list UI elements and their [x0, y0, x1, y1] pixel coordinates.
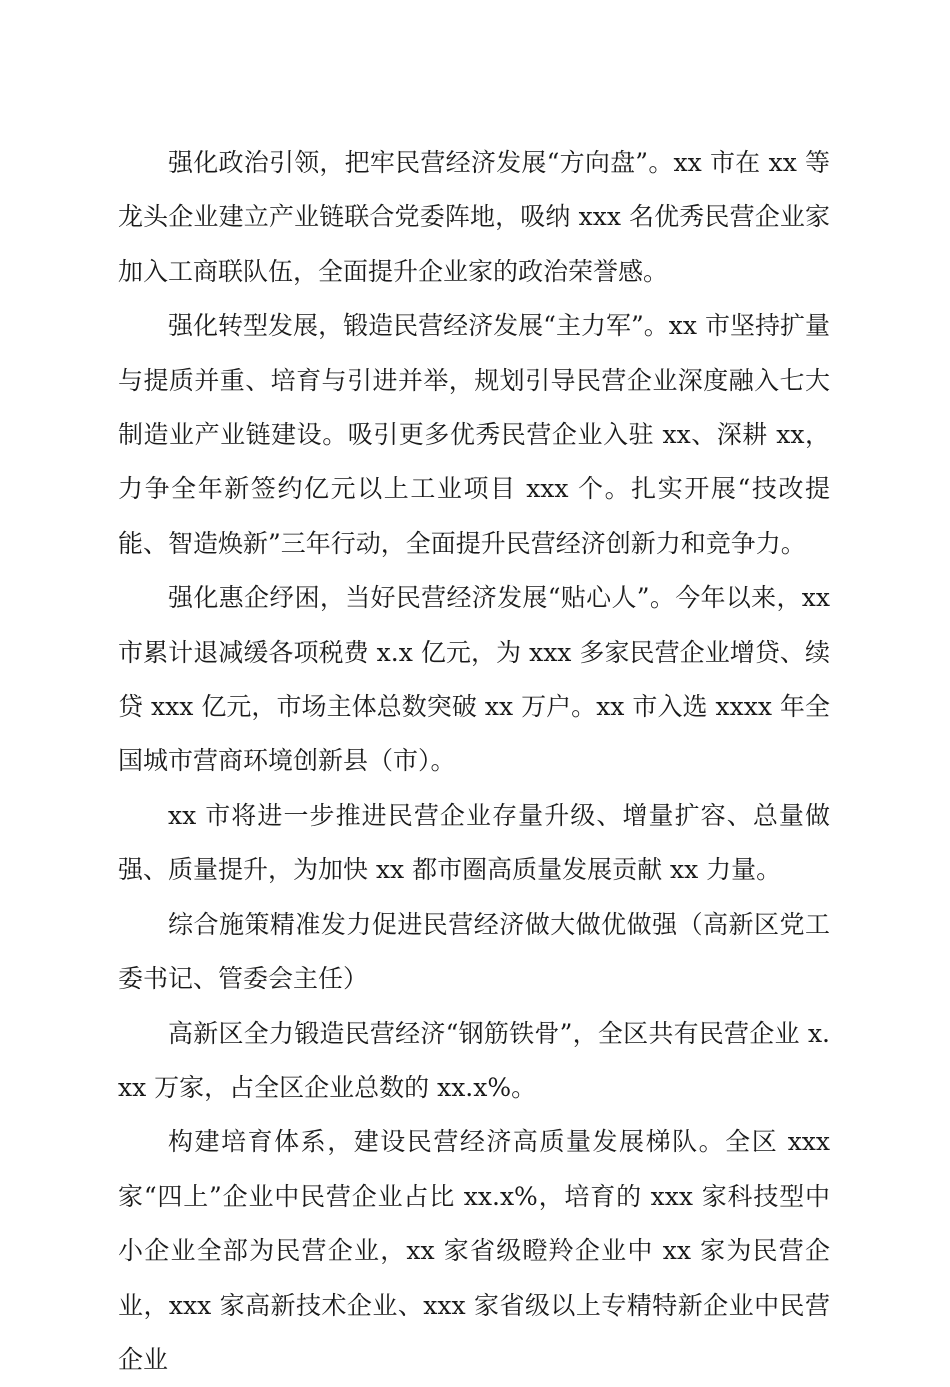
document-body: [118, 136, 830, 1387]
paragraph-high-tech-zone-overview: 高新区全力锻造民营经济“钢筋铁骨”，全区共有民营企业 x.xx 万家，占全区企业总数的 xx.x%。: [118, 1018, 830, 1102]
paragraph-enterprise-relief: 强化惠企纾困，当好民营经济发展“贴心人”。今年以来，xx 市累计退减缓各项税费 x.x 亿元，为 xxx 多家民营企业增贷、续贷 xxx 亿元，市场主体总数突破 xx 万户。xx 市入选 xxxx 年全国城市营商环境创新县（市）。: [118, 583, 830, 776]
paragraph-political-leadership: 强化政治引领，把牢民营经济发展“方向盘”。xx 市在 xx 等龙头企业建立产业链联合党委阵地，吸纳 xxx 名优秀民营企业家加入工商联队伍，全面提升企业家的政治荣誉感。: [118, 148, 830, 286]
section-heading-high-tech-zone: 综合施策精准发力促进民营经济做大做优做强（高新区党工委书记、管委会主任）: [118, 909, 830, 994]
paragraph-transformation-development: 强化转型发展，锻造民营经济发展“主力军”。xx 市坚持扩量与提质并重、培育与引进并举，规划引导民营企业深度融入七大制造业产业链建设。吸引更多优秀民营企业入驻 xx、深耕 xx，力争全年新签约亿元以上工业项目 xxx 个。扎实开展“技改提能、智造焕新”三年行动，全面提升民营经济创新力和竞争力。: [118, 311, 830, 558]
paragraph-future-plan: xx 市将进一步推进民营企业存量升级、增量扩容、总量做强、质量提升，为加快 xx 都市圈高质量发展贡献 xx 力量。: [118, 800, 830, 885]
paragraph-cultivation-system: 构建培育体系，建设民营经济高质量发展梯队。全区 xxx 家“四上”企业中民营企业占比 xx.x%，培育的 xxx 家科技型中小企业全部为民营企业，xx 家省级瞪羚企业中 xx 家为民营企业，xxx 家高新技术企业、xxx 家省级以上专精特新企业中民营企业: [118, 1127, 830, 1374]
